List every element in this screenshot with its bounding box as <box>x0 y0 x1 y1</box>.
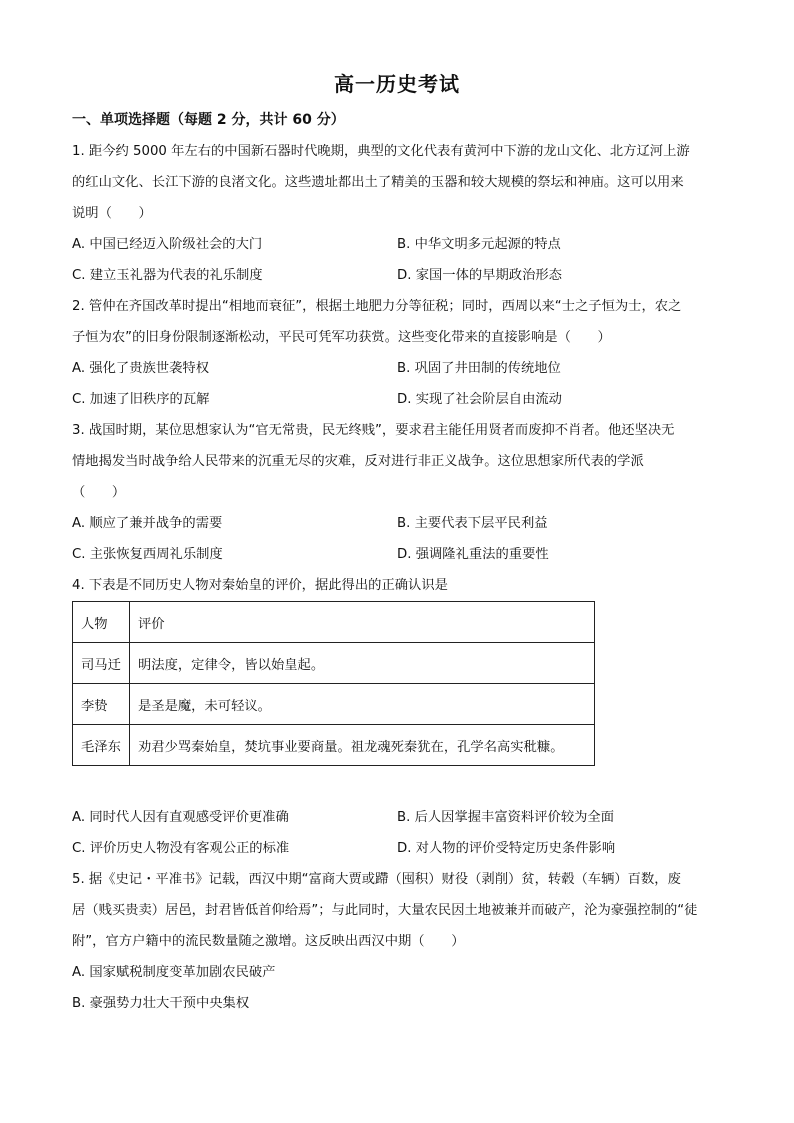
question-4-option-d: D. 对人物的评价受特定历史条件影响 <box>397 841 616 856</box>
table-header-person: 人物 <box>73 602 130 643</box>
question-4-option-c: C. 评价历史人物没有客观公正的标准 <box>72 841 290 856</box>
question-1-option-d: D. 家国一体的早期政治形态 <box>397 268 562 283</box>
evaluation-table <box>72 601 595 766</box>
question-1-line-2: 的红山文化、长江下游的良渚文化。这些遗址都出土了精美的玉器和较大规模的祭坛和神庙。这可以用来 <box>72 175 684 190</box>
question-3-option-a: A. 顺应了兼并战争的需要 <box>72 516 223 531</box>
question-1-option-a: A. 中国已经迈入阶级社会的大门 <box>72 237 263 252</box>
question-3-line-1: 3. 战国时期，某位思想家认为“官无常贵，民无终贱”，要求君主能任用贤者而废抑不肖者。他还坚决无 <box>72 423 675 438</box>
question-5-option-b: B. 豪强势力壮大干预中央集权 <box>72 996 250 1011</box>
question-3-option-b: B. 主要代表下层平民利益 <box>397 516 548 531</box>
question-3-option-c: C. 主张恢复西周礼乐制度 <box>72 547 223 562</box>
table-cell-person: 毛泽东 <box>73 725 130 766</box>
table-cell-person: 李贽 <box>73 684 130 725</box>
question-3-option-d: D. 强调隆礼重法的重要性 <box>397 547 549 562</box>
table-cell-evaluation: 是圣是魔，未可轻议。 <box>130 684 595 725</box>
table-header-evaluation: 评价 <box>130 602 595 643</box>
question-2-line-2: 子恒为农”的旧身份限制逐渐松动，平民可凭军功获赏。这些变化带来的直接影响是（ ） <box>72 330 611 345</box>
question-2-line-1: 2. 管仲在齐国改革时提出“相地而衰征”，根据土地肥力分等征税；同时，西周以来“士之子恒为士，农之 <box>72 299 682 314</box>
question-3-line-3: （ ） <box>72 485 126 500</box>
question-4-option-a: A. 同时代人因有直观感受评价更准确 <box>72 810 289 825</box>
table-cell-person: 司马迁 <box>73 643 130 684</box>
question-2-option-c: C. 加速了旧秩序的瓦解 <box>72 392 210 407</box>
question-5-line-3: 附”，官方户籍中的流民数量随之激增。这反映出西汉中期（ ） <box>72 934 465 949</box>
table-cell-evaluation: 明法度，定律令，皆以始皇起。 <box>130 643 595 684</box>
section-header: 一、单项选择题（每题 2 分，共计 60 分） <box>72 112 345 128</box>
question-1-line-3: 说明（ ） <box>72 206 152 221</box>
table-row <box>73 684 595 725</box>
question-1-line-1: 1. 距今约 5000 年左右的中国新石器时代晚期，典型的文化代表有黄河中下游的龙山文化、北方辽河上游 <box>72 144 690 159</box>
table-row <box>73 725 595 766</box>
question-2-option-a: A. 强化了贵族世袭特权 <box>72 361 209 376</box>
question-5-line-1: 5. 据《史记・平准书》记载，西汉中期“富商大贾或蹛（囤积）财役（剥削）贫，转毂（车辆）百数，废 <box>72 872 681 887</box>
question-4-stem: 4. 下表是不同历史人物对秦始皇的评价，据此得出的正确认识是 <box>72 578 448 593</box>
question-5-option-a: A. 国家赋税制度变革加剧农民破产 <box>72 965 276 980</box>
question-4-option-b: B. 后人因掌握丰富资料评价较为全面 <box>397 810 615 825</box>
question-5-line-2: 居（贱买贵卖）居邑，封君皆低首仰给焉”；与此同时，大量农民因土地被兼并而破产，沦为豪强控制的“徒 <box>72 903 698 918</box>
table-row <box>73 643 595 684</box>
table-header-row <box>73 602 595 643</box>
question-2-option-d: D. 实现了社会阶层自由流动 <box>397 392 562 407</box>
question-1-option-c: C. 建立玉礼器为代表的礼乐制度 <box>72 268 263 283</box>
question-1-option-b: B. 中华文明多元起源的特点 <box>397 237 561 252</box>
question-2-option-b: B. 巩固了井田制的传统地位 <box>397 361 561 376</box>
page-title: 高一历史考试 <box>334 72 460 96</box>
question-3-line-2: 情地揭发当时战争给人民带来的沉重无尽的灾难，反对进行非正义战争。这位思想家所代表的学派 <box>72 454 644 469</box>
table-cell-evaluation: 劝君少骂秦始皇，焚坑事业要商量。祖龙魂死秦犹在，孔学名高实秕糠。 <box>130 725 595 766</box>
